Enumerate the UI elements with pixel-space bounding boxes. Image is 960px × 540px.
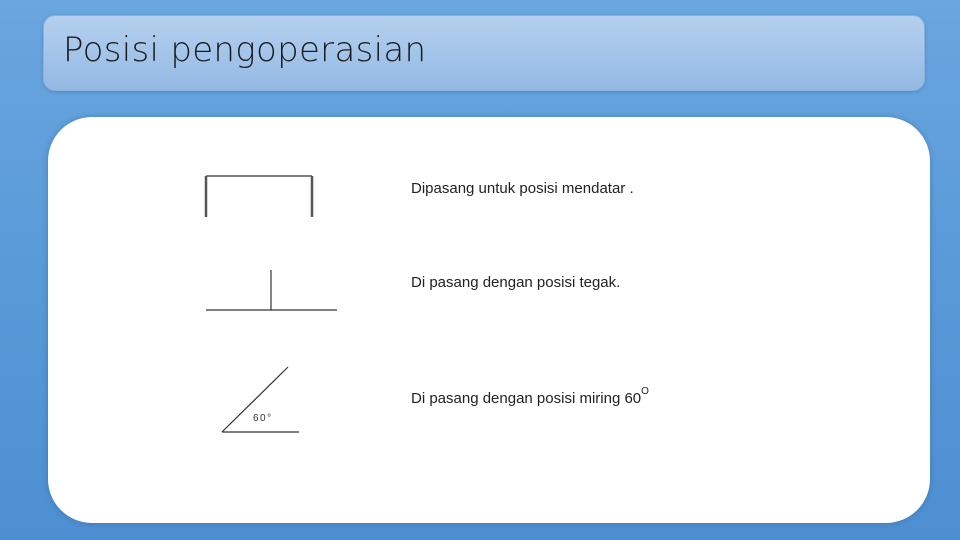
title-bar [43,15,925,91]
horizontal-description: Dipasang untuk posisi mendatar . [411,180,634,197]
slide-title: Posisi pengoperasian [63,30,427,70]
inclined-mount-diagram [222,367,299,432]
horizontal-mount-diagram [206,176,312,217]
position-diagrams [48,117,930,523]
vertical-mount-diagram [206,270,337,310]
inclined-description-text: Di pasang dengan posisi miring 60 [411,390,642,407]
angle-label: 60° [253,413,273,424]
degree-superscript: O [641,386,649,397]
vertical-description: Di pasang dengan posisi tegak. [411,274,621,291]
content-panel [48,117,930,523]
inclined-description [411,386,649,407]
